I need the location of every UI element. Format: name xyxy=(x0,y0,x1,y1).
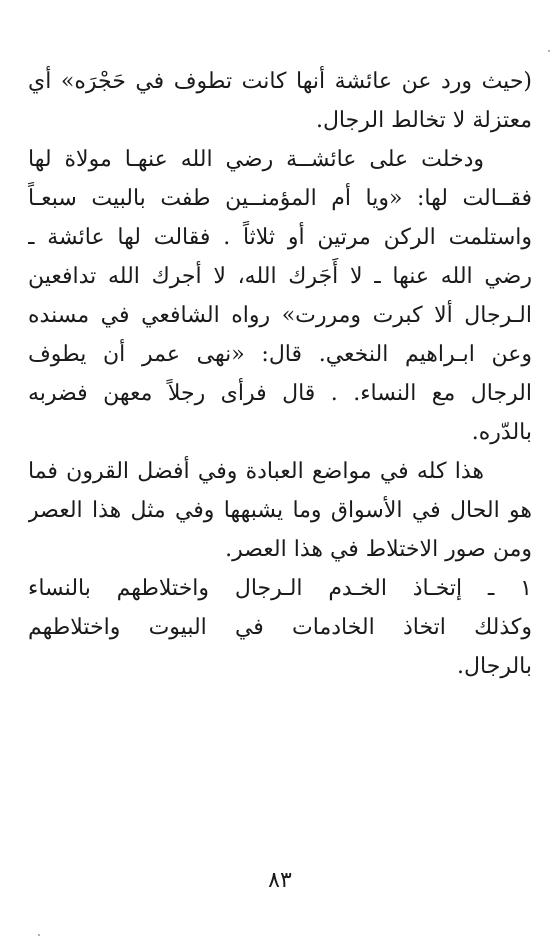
paragraph-start-line: هذا كله في مواضع العبادة وفي أفضل القرون فما xyxy=(28,459,484,484)
text-line: الـرجال ألا كبرت ومررت» رواه الشافعي في مسنده xyxy=(28,303,532,328)
text-line: معتزلة لا تخالط الرجال. xyxy=(315,108,532,133)
list-item-line: ١ ـ إتخـاذ الخـدم الـرجال واختلاطهم بالنساء xyxy=(28,576,532,601)
text-line: هو الحال في الأسواق وما يشبهها وفي مثل هذا العصر xyxy=(28,498,532,523)
body-text xyxy=(28,62,532,686)
text-line: فقــالت لها: «ويا أم المؤمنــين طفت بالبيت سبعـاً xyxy=(28,186,532,211)
text-line: واستلمت الركن مرتين أو ثلاثاً . فقالت لها عائشة ـ xyxy=(28,225,532,250)
scan-speck xyxy=(38,934,40,936)
text-line: رضي الله عنها ـ لا أَجَرك الله، لا أجرك الله تدافعين xyxy=(28,264,532,289)
scan-speck xyxy=(548,50,550,52)
text-line: وعن ابـراهيم النخعي. قال: «نهى عمر أن يطوف xyxy=(28,342,532,367)
text-line: بالدّره. xyxy=(471,420,532,445)
text-line: ومن صور الاختلاط في هذا العصر. xyxy=(225,537,532,562)
text-line: وكذلك اتخاذ الخادمات في البيوت واختلاطهم xyxy=(28,615,532,640)
paragraph-start-line: ودخلت على عائشــة رضي الله عنهـا مولاة لها xyxy=(28,147,484,172)
text-line: الرجال مع النساء. . قال فرأى رجلاً معهن فضربه xyxy=(28,381,532,406)
page-number: ٨٣ xyxy=(268,868,292,893)
text-line: (حيث ورد عن عائشة أنها كانت تطوف في حَجْرَه» أي xyxy=(28,69,532,94)
text-line: بالرجال. xyxy=(457,654,532,679)
